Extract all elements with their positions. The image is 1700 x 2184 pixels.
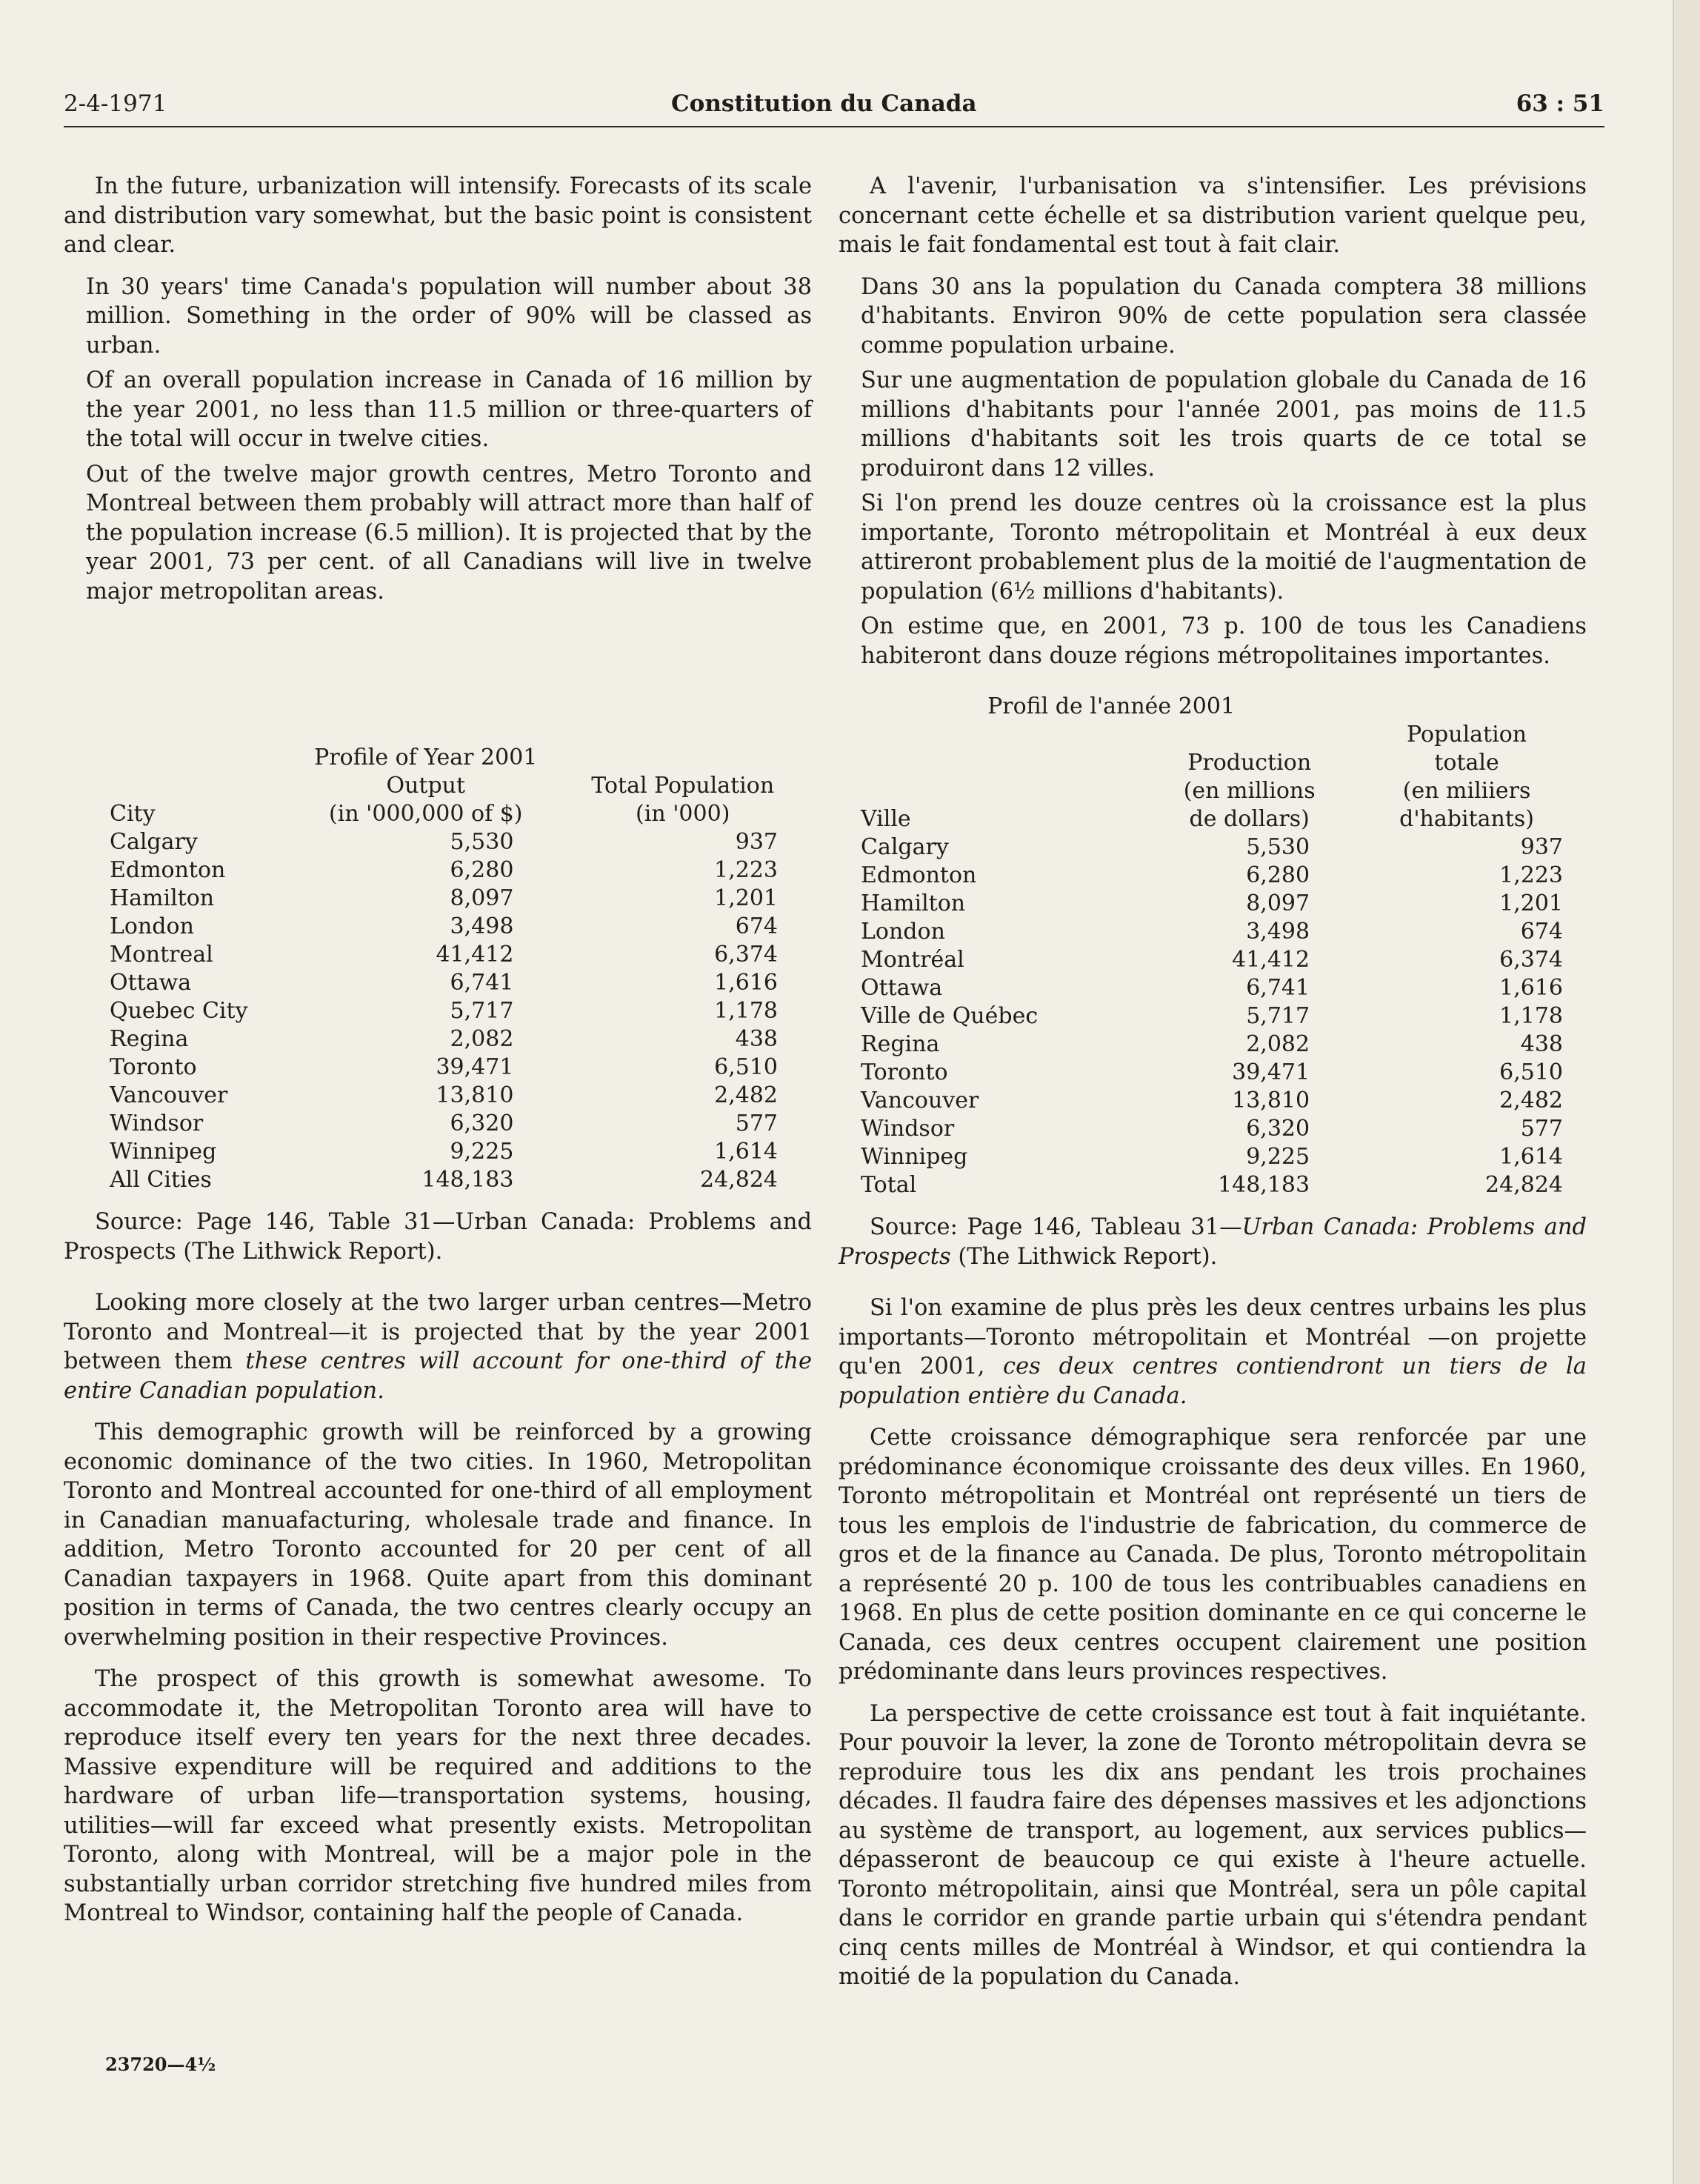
city-cell: Windsor xyxy=(861,1116,955,1142)
table-row xyxy=(861,974,1572,1002)
footer-code: 23720—4½ xyxy=(105,2054,216,2075)
population-cell: 577 xyxy=(1520,1116,1563,1142)
city-cell: Ville de Québec xyxy=(861,1003,1039,1029)
city-cell: Total xyxy=(861,1172,917,1198)
output-cell: 9,225 xyxy=(1246,1144,1310,1170)
french-table-body xyxy=(861,833,1572,1199)
population-cell: 6,374 xyxy=(1499,947,1563,973)
english-col-pop: Total Population xyxy=(591,773,775,799)
table-row xyxy=(861,833,1572,862)
french-col-output-2: (en millions xyxy=(1183,778,1316,804)
output-cell: 6,280 xyxy=(450,857,514,883)
french-col-pop-4: d'habitants) xyxy=(1399,806,1534,832)
population-cell: 438 xyxy=(1520,1031,1563,1057)
output-cell: 6,320 xyxy=(450,1111,514,1136)
table-row xyxy=(861,946,1572,974)
table-row xyxy=(861,1087,1572,1115)
output-cell: 8,097 xyxy=(450,885,514,911)
table-row xyxy=(110,997,799,1025)
french-quote-4: On estime que, en 2001, 73 p. 100 de tous les Canadiens habiteront dans douze régions métropolitaines importantes. xyxy=(861,613,1587,669)
population-cell: 1,614 xyxy=(714,1139,778,1165)
city-cell: Winnipeg xyxy=(861,1144,968,1170)
city-cell: Regina xyxy=(861,1031,940,1057)
output-cell: 13,810 xyxy=(436,1082,514,1108)
city-cell: Hamilton xyxy=(110,885,215,911)
english-col-output-unit: (in '000,000 of $) xyxy=(329,801,523,827)
population-cell: 1,201 xyxy=(1499,890,1563,916)
french-source-text: Source: Page 146, Tableau 31— xyxy=(870,1214,1242,1240)
population-cell: 2,482 xyxy=(1499,1088,1563,1113)
population-cell: 1,201 xyxy=(714,885,778,911)
french-quote-1: Dans 30 ans la population du Canada comptera 38 millions d'habitants. Environ 90% de cette population sera classée comme population urbaine. xyxy=(861,273,1587,359)
output-cell: 5,530 xyxy=(450,829,514,855)
output-cell: 148,183 xyxy=(1218,1172,1310,1198)
city-cell: Quebec City xyxy=(110,998,248,1024)
output-cell: 9,225 xyxy=(450,1139,514,1165)
french-profile-table xyxy=(861,693,1572,1199)
city-cell: Toronto xyxy=(110,1054,197,1080)
city-cell: Regina xyxy=(110,1026,189,1052)
city-cell: Montreal xyxy=(110,942,213,968)
table-row xyxy=(110,885,799,913)
population-cell: 6,510 xyxy=(714,1054,778,1080)
english-para-1-text: Looking more closely at the two larger urban centres—Metro Toronto and Montreal—it is projected that by the year 2001 between them xyxy=(64,1290,812,1374)
english-intro: In the future, urbanization will intensify. Forecasts of its scale and distribution vary somewhat, but the basic point is consistent and clear. xyxy=(64,173,812,258)
french-col-pop-3: (en miliiers xyxy=(1402,778,1531,804)
output-cell: 3,498 xyxy=(1246,919,1310,945)
header-title: Constitution du Canada xyxy=(671,90,977,117)
header-page-number: 63 : 51 xyxy=(1516,90,1604,117)
city-cell: London xyxy=(110,913,194,939)
output-cell: 2,082 xyxy=(1246,1031,1310,1057)
population-cell: 937 xyxy=(735,829,778,855)
output-cell: 148,183 xyxy=(421,1167,514,1193)
city-cell: Hamilton xyxy=(861,890,966,916)
output-cell: 39,471 xyxy=(436,1054,514,1080)
population-cell: 577 xyxy=(735,1111,778,1136)
output-cell: 3,498 xyxy=(450,913,514,939)
header-rule xyxy=(64,126,1604,127)
table-row xyxy=(110,856,799,885)
city-cell: Ottawa xyxy=(110,970,192,996)
french-para-1-text: Si l'on examine de plus près les deux centres urbains les plus importants—Toronto métropolitain et Montréal —on projette qu'en 2001, xyxy=(839,1295,1587,1379)
french-table-source xyxy=(839,1213,1587,1271)
english-table-title: Profile of Year 2001 xyxy=(314,745,538,770)
running-head xyxy=(64,83,1604,127)
output-cell: 5,717 xyxy=(1246,1003,1310,1029)
french-col-city: Ville xyxy=(861,806,911,832)
output-cell: 41,412 xyxy=(1232,947,1310,973)
table-row xyxy=(110,969,799,997)
population-cell: 1,614 xyxy=(1499,1144,1563,1170)
population-cell: 1,223 xyxy=(1499,862,1563,888)
city-cell: Toronto xyxy=(861,1059,948,1085)
table-row xyxy=(861,862,1572,890)
city-cell: Vancouver xyxy=(861,1088,979,1113)
population-cell: 1,178 xyxy=(714,998,778,1024)
english-para-3: The prospect of this growth is somewhat awesome. To accommodate it, the Metropolitan Toronto area will have to reproduce itself every ten years for the next three decades. Massive expenditure will be required and additions to the hardware of urban life—transportation systems, housing, utilities—will far exceed what presently exists. Metropolitan Toronto, along with Montreal, will be a major pole in the substantially urban corridor stretching five hundred miles from Montreal to Windsor, containing half the people of Canada. xyxy=(64,1666,812,1926)
french-para-1 xyxy=(839,1294,1587,1411)
french-col-pop-1: Population xyxy=(1407,722,1527,748)
output-cell: 5,717 xyxy=(450,998,514,1024)
header-date: 2-4-1971 xyxy=(64,90,167,117)
output-cell: 13,810 xyxy=(1232,1088,1310,1113)
english-col-city: City xyxy=(110,801,156,827)
english-quote-3: Out of the twelve major growth centres, Metro Toronto and Montreal between them probably will attract more than half of the population increase (6.5 million). It is projected that by the year 2001, 73 per cent. of all Canadians will live in twelve major metropolitan areas. xyxy=(86,461,812,605)
table-row xyxy=(110,1110,799,1138)
table-row xyxy=(110,941,799,969)
city-cell: Calgary xyxy=(861,834,949,860)
population-cell: 2,482 xyxy=(714,1082,778,1108)
city-cell: London xyxy=(861,919,945,945)
population-cell: 674 xyxy=(1520,919,1563,945)
english-para-2: This demographic growth will be reinforced by a growing economic dominance of the two cities. In 1960, Metropolitan Toronto and Montreal accounted for one-third of all employment in Canadian manuafacturing, wholesale trade and finance. In addition, Metro Toronto accounted for 20 per cent of all Canadian taxpayers in 1968. Quite apart from this dominant position in terms of Canada, the two centres clearly occupy an overwhelming position in their respective Provinces. xyxy=(64,1419,812,1651)
table-row xyxy=(861,890,1572,918)
city-cell: Winnipeg xyxy=(110,1139,217,1165)
output-cell: 6,741 xyxy=(450,970,514,996)
city-cell: Calgary xyxy=(110,829,198,855)
city-cell: Edmonton xyxy=(861,862,977,888)
french-para-3: La perspective de cette croissance est tout à fait inquiétante. Pour pouvoir la lever, la zone de Toronto métropolitain devra se reproduire tous les dix ans pendant les trois prochaines décades. Il faudra faire des dépenses massives et les adjonctions au système de transport, au logement, aux services publics—dépasseront de beaucoup ce qui existe à l'heure actuelle. Toronto métropolitain, ainsi que Montréal, sera un pôle capital dans le corridor en grande partie urbain qui s'étendra pendant cinq cents milles de Montréal à Windsor, et qui contiendra la moitié de la population du Canada. xyxy=(839,1700,1587,1990)
population-cell: 1,616 xyxy=(714,970,778,996)
population-cell: 24,824 xyxy=(1485,1172,1563,1198)
table-row xyxy=(110,1082,799,1110)
population-cell: 1,616 xyxy=(1499,975,1563,1001)
french-col-pop-2: totale xyxy=(1434,750,1499,776)
population-cell: 674 xyxy=(735,913,778,939)
table-row xyxy=(110,1053,799,1082)
table-row xyxy=(861,1115,1572,1143)
english-table-source: Source: Page 146, Table 31—Urban Canada: Problems and Prospects (The Lithwick Report). xyxy=(64,1209,812,1265)
french-source-title: Urban Canada: Problems and Prospects xyxy=(839,1214,1587,1270)
english-para-1-emphasis: these centres will account for one-third of the entire Canadian population. xyxy=(64,1348,812,1404)
population-cell: 6,374 xyxy=(714,942,778,968)
english-col-output: Output xyxy=(386,773,466,799)
french-table-title: Profil de l'année 2001 xyxy=(987,693,1236,719)
output-cell: 41,412 xyxy=(436,942,514,968)
table-row xyxy=(861,1031,1572,1059)
output-cell: 2,082 xyxy=(450,1026,514,1052)
output-cell: 6,741 xyxy=(1246,975,1310,1001)
population-cell: 6,510 xyxy=(1499,1059,1563,1085)
english-column xyxy=(64,172,812,1941)
city-cell: Ottawa xyxy=(861,975,943,1001)
city-cell: All Cities xyxy=(110,1167,212,1193)
table-row xyxy=(110,1025,799,1053)
output-cell: 5,530 xyxy=(1246,834,1310,860)
table-row xyxy=(110,828,799,856)
page-edge xyxy=(1673,0,1700,2184)
output-cell: 39,471 xyxy=(1232,1059,1310,1085)
output-cell: 6,280 xyxy=(1246,862,1310,888)
population-cell: 24,824 xyxy=(700,1167,778,1193)
table-row xyxy=(861,1059,1572,1087)
population-cell: 1,223 xyxy=(714,857,778,883)
city-cell: Edmonton xyxy=(110,857,226,883)
english-col-pop-unit: (in '000) xyxy=(636,801,730,827)
french-quote-block xyxy=(839,273,1587,671)
table-row xyxy=(110,913,799,941)
table-row xyxy=(861,1143,1572,1171)
english-quote-1: In 30 years' time Canada's population will number about 38 million. Something in the order of 90% will be classed as urban. xyxy=(86,273,812,359)
english-table-body xyxy=(110,828,799,1194)
table-row xyxy=(861,1171,1572,1199)
table-row xyxy=(861,1002,1572,1031)
english-quote-2: Of an overall population increase in Canada of 16 million by the year 2001, no less than 11.5 million or three-quarters of the total will occur in twelve cities. xyxy=(86,367,812,452)
french-quote-3: Si l'on prend les douze centres où la croissance est la plus importante, Toronto métropolitain et Montréal à eux deux attireront probablement plus de la moitié de l'augmentation de population (6½ millions d'habitants). xyxy=(861,490,1587,605)
french-column xyxy=(839,172,1587,2005)
english-profile-table xyxy=(110,744,799,1194)
city-cell: Windsor xyxy=(110,1111,204,1136)
table-row xyxy=(861,918,1572,946)
population-cell: 1,178 xyxy=(1499,1003,1563,1029)
french-intro: A l'avenir, l'urbanisation va s'intensifier. Les prévisions concernant cette échelle et sa distribution varient quelque peu, mais le fait fondamental est tout à fait clair. xyxy=(839,173,1587,258)
french-para-1-emphasis: ces deux centres contiendront un tiers de la population entière du Canada. xyxy=(839,1354,1587,1409)
table-row xyxy=(110,1138,799,1166)
english-quote-block xyxy=(64,273,812,607)
output-cell: 6,320 xyxy=(1246,1116,1310,1142)
french-col-output-1: Production xyxy=(1187,750,1312,776)
french-quote-2: Sur une augmentation de population globale du Canada de 16 millions d'habitants pour l'année 2001, pas moins de 11.5 millions d'habitants soit les trois quarts de ce total se produiront dans 12 villes. xyxy=(861,367,1587,482)
output-cell: 8,097 xyxy=(1246,890,1310,916)
french-col-output-3: de dollars) xyxy=(1189,806,1310,832)
table-row xyxy=(110,1166,799,1194)
english-para-1 xyxy=(64,1288,812,1405)
city-cell: Montréal xyxy=(861,947,964,973)
population-cell: 438 xyxy=(735,1026,778,1052)
french-source-end: (The Lithwick Report). xyxy=(950,1243,1218,1270)
city-cell: Vancouver xyxy=(110,1082,228,1108)
french-para-2: Cette croissance démographique sera renforcée par une prédominance économique croissante des deux villes. En 1960, Toronto métropolitain et Montréal ont représenté un tiers de tous les emplois de l'industrie de fabrication, du commerce de gros et de la finance au Canada. De plus, Toronto métropolitain a représenté 20 p. 100 de tous les contribuables canadiens en 1968. En plus de cette position dominante en ce qui concerne le Canada, ces deux centres occupent clairement une position prédominante dans leurs provinces respectives. xyxy=(839,1425,1587,1685)
population-cell: 937 xyxy=(1520,834,1563,860)
